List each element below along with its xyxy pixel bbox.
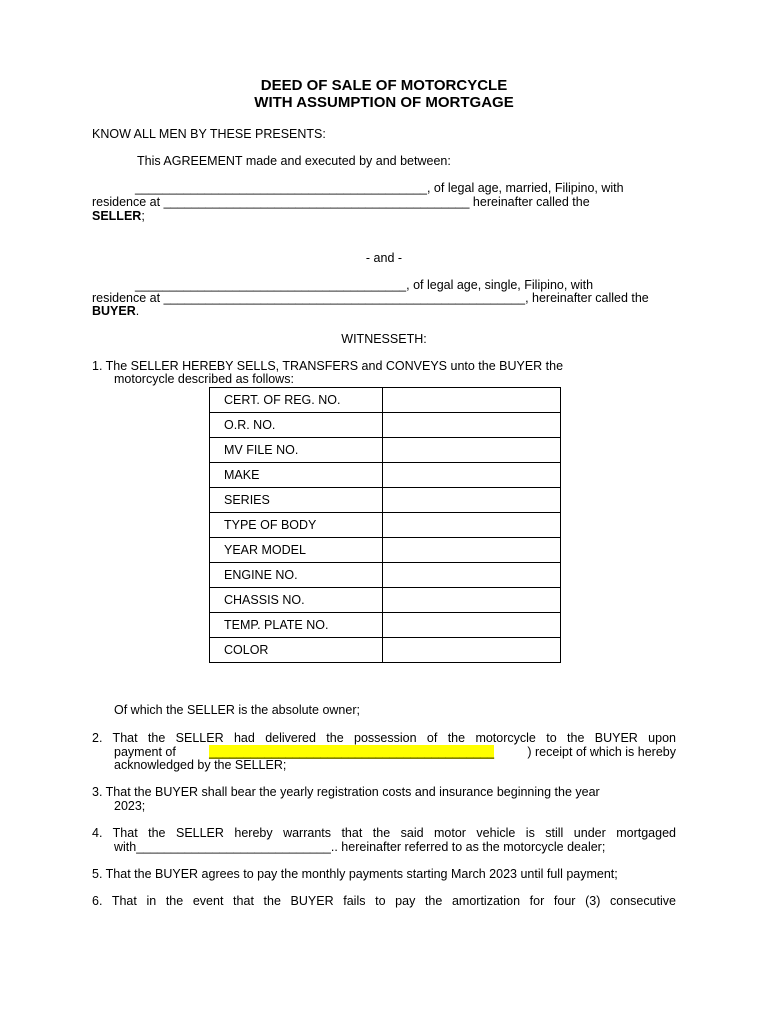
- vehicle-field-value[interactable]: [383, 638, 561, 663]
- seller-suffix: ;: [141, 209, 145, 223]
- vehicle-table-row: [210, 563, 561, 588]
- vehicle-table-row: [210, 438, 561, 463]
- clause2-payment-label: payment of: [114, 745, 176, 759]
- vehicle-field-label: ENGINE NO.: [210, 563, 383, 588]
- vehicle-field-value[interactable]: [383, 613, 561, 638]
- owner-text: Of which the SELLER is the absolute owner;: [114, 703, 360, 717]
- vehicle-field-label: TEMP. PLATE NO.: [210, 613, 383, 638]
- know-all-men-text: KNOW ALL MEN BY THESE PRESENTS:: [92, 127, 326, 141]
- vehicle-field-value[interactable]: [383, 413, 561, 438]
- vehicle-table-row: [210, 513, 561, 538]
- buyer-suffix: .: [135, 304, 140, 318]
- vehicle-field-value[interactable]: [383, 388, 561, 413]
- vehicle-field-label: MAKE: [210, 463, 383, 488]
- clause4-line2: with____________________________.. hereinafter referred to as the motorcycle dealer;: [114, 840, 606, 854]
- seller-line2: residence at ____________________________________________ hereinafter called the: [92, 195, 590, 209]
- and-separator: - and -: [365, 251, 403, 265]
- clause2-line2: [114, 745, 676, 759]
- clause1-line1: 1. The SELLER HEREBY SELLS, TRANSFERS and CONVEYS unto the BUYER the: [92, 359, 564, 373]
- vehicle-table-row: [210, 638, 561, 663]
- vehicle-table-row: [210, 588, 561, 613]
- vehicle-field-value[interactable]: [383, 563, 561, 588]
- buyer-line2: residence at ____________________________________________________, hereinafter called the: [92, 291, 649, 305]
- clause2-line1: 2. That the SELLER had delivered the possession of the motorcycle to the BUYER upon: [92, 731, 676, 745]
- vehicle-field-value[interactable]: [383, 538, 561, 563]
- vehicle-field-value[interactable]: [383, 588, 561, 613]
- clause3-line1: 3. That the BUYER shall bear the yearly registration costs and insurance beginning the year: [92, 785, 600, 799]
- clause2-receipt-text: ) receipt of which is hereby: [527, 745, 676, 759]
- seller-label: SELLER: [92, 209, 142, 223]
- clause2-line3: acknowledged by the SELLER;: [114, 758, 287, 772]
- vehicle-field-label: COLOR: [210, 638, 383, 663]
- vehicle-field-value[interactable]: [383, 513, 561, 538]
- clause1-line2: motorcycle described as follows:: [114, 372, 294, 386]
- clause4-line1: 4. That the SELLER hereby warrants that the said motor vehicle is still under mortgaged: [92, 826, 676, 840]
- buyer-label: BUYER: [92, 304, 136, 318]
- vehicle-details-table: [209, 387, 561, 663]
- vehicle-field-value[interactable]: [383, 463, 561, 488]
- clause6-line1: 6. That in the event that the BUYER fails to pay the amortization for four (3) consecutive: [92, 894, 676, 908]
- clause3-line2: 2023;: [114, 799, 146, 813]
- seller-line1: __________________________________________, of legal age, married, Filipino, with: [135, 181, 624, 195]
- vehicle-table-row: [210, 488, 561, 513]
- clause5-text: 5. That the BUYER agrees to pay the monthly payments starting March 2023 until full payment;: [92, 867, 618, 881]
- vehicle-field-label: CHASSIS NO.: [210, 588, 383, 613]
- vehicle-field-value[interactable]: [383, 488, 561, 513]
- buyer-line1: _______________________________________, of legal age, single, Filipino, with: [135, 278, 594, 292]
- buyer-label-line: [92, 304, 139, 318]
- vehicle-table-row: [210, 538, 561, 563]
- vehicle-field-label: TYPE OF BODY: [210, 513, 383, 538]
- vehicle-table-row: [210, 463, 561, 488]
- vehicle-field-value[interactable]: [383, 438, 561, 463]
- agreement-text: This AGREEMENT made and executed by and between:: [137, 154, 451, 168]
- vehicle-table-row: [210, 388, 561, 413]
- document-title-line1: DEED OF SALE OF MOTORCYCLE: [260, 77, 508, 94]
- seller-label-line: [92, 209, 145, 223]
- witnesseth-heading: WITNESSETH:: [341, 332, 427, 346]
- vehicle-field-label: CERT. OF REG. NO.: [210, 388, 383, 413]
- vehicle-field-label: YEAR MODEL: [210, 538, 383, 563]
- vehicle-table-row: [210, 613, 561, 638]
- vehicle-field-label: SERIES: [210, 488, 383, 513]
- document-title-line2: WITH ASSUMPTION OF MORTGAGE: [254, 94, 514, 111]
- vehicle-field-label: MV FILE NO.: [210, 438, 383, 463]
- vehicle-field-label: O.R. NO.: [210, 413, 383, 438]
- vehicle-table-row: [210, 413, 561, 438]
- payment-amount-blank: _________________________________________: [209, 745, 495, 759]
